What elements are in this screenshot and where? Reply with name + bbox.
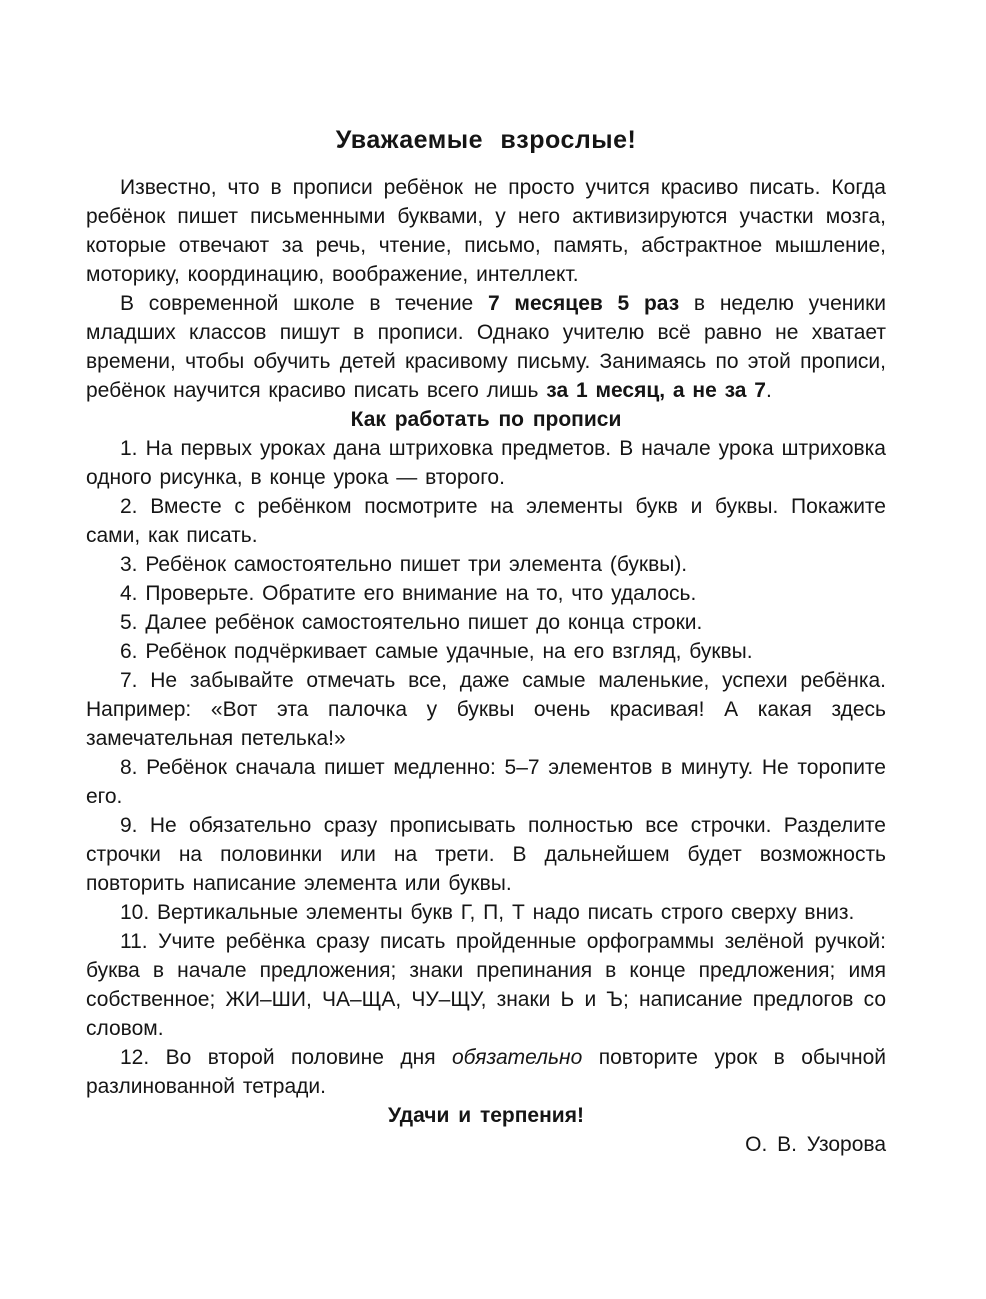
instruction-item-5: 5. Далее ребёнок самостоятельно пишет до конца строки. [120, 611, 703, 634]
instruction-item-8: 8. Ребёнок сначала пишет медленно: 5–7 элементов в минуту. Не торопите его. [86, 756, 886, 808]
document-title: Уважаемые взрослые! [335, 126, 637, 154]
closing-line: Удачи и терпения! [388, 1104, 584, 1127]
instruction-item-11: 11. Учите ребёнка сразу писать пройденные орфограммы зелёной ручкой: буква в начале предложения; знаки препинания в конце предложения; имя собственное; ЖИ–ШИ, ЧА–ЩА, ЧУ–ЩУ, знаки Ь и Ъ; написание предлогов со словом. [86, 930, 886, 1040]
instruction-item-2: 2. Вместе с ребёнком посмотрите на элементы букв и буквы. Покажите сами, как писать. [86, 495, 886, 547]
instruction-item-4: 4. Проверьте. Обратите его внимание на то, что удалось. [120, 582, 697, 605]
instruction-item-1: 1. На первых уроках дана штриховка предметов. В начале урока штриховка одного рисунка, в конце урока — второго. [86, 437, 886, 489]
instruction-paragraphs [86, 434, 886, 1101]
instruction-item-3: 3. Ребёнок самостоятельно пишет три элемента (буквы). [120, 553, 688, 576]
instruction-item-10: 10. Вертикальные элементы букв Г, П, Т надо писать строго сверху вниз. [120, 901, 855, 924]
instruction-item-12: 12. Во второй половине дня обязательно повторите урок в обычной разлинованной тетради. [86, 1046, 886, 1098]
instruction-item-6: 6. Ребёнок подчёркивает самые удачные, на его взгляд, буквы. [120, 640, 753, 663]
section-heading: Как работать по прописи [350, 408, 622, 431]
intro-paragraphs [86, 173, 886, 405]
instruction-item-9: 9. Не обязательно сразу прописывать полностью все строчки. Разделите строчки на половинки или на трети. В дальнейшем будет возможность повторить написание элемента или буквы. [86, 814, 886, 895]
intro-paragraph-2: В современной школе в течение 7 месяцев 5 раз в неделю ученики младших классов пишут в прописи. Однако учителю всё равно не хватает времени, чтобы обучить детей красивому письму. Занимаясь по этой прописи, ребёнок научится красиво писать всего лишь за 1 месяц, а не за 7. [86, 292, 886, 402]
intro-paragraph-1: Известно, что в прописи ребёнок не просто учится красиво писать. Когда ребёнок пишет письменными буквами, у него активизируются участки мозга, которые отвечают за речь, чтение, письмо, память, абстрактное мышление, моторику, координацию, воображение, интеллект. [86, 176, 886, 286]
instruction-item-7: 7. Не забывайте отмечать все, даже самые маленькие, успехи ребёнка. Например: «Вот эта палочка у буквы очень красивая! А какая здесь замечательная петелька!» [86, 669, 886, 750]
author-signature: О. В. Узорова [745, 1133, 886, 1156]
